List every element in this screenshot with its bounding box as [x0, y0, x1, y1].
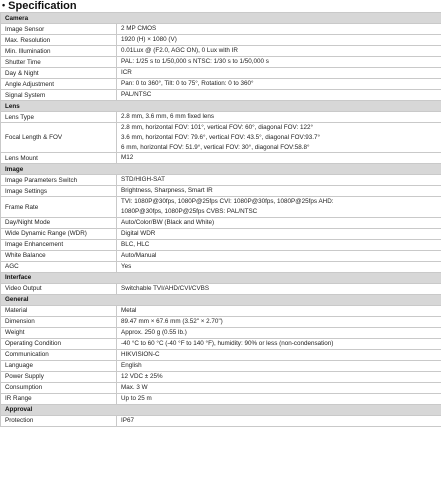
spec-row — [1, 283, 441, 294]
spec-row — [1, 35, 441, 46]
spec-label: Day & Night — [1, 68, 117, 79]
spec-value-line: Approx. 250 g (0.55 lb.) — [121, 329, 187, 337]
spec-value — [117, 382, 441, 393]
spec-label: IR Range — [1, 393, 117, 404]
spec-label: Image Parameters Switch — [1, 175, 117, 186]
spec-label: AGC — [1, 261, 117, 272]
section-header — [1, 13, 441, 24]
spec-label: Language — [1, 360, 117, 371]
spec-label: Image Enhancement — [1, 239, 117, 250]
spec-label: Lens Type — [1, 112, 117, 123]
spec-row — [1, 415, 441, 426]
spec-value — [117, 35, 441, 46]
spec-row — [1, 371, 441, 382]
spec-value-line: Max. 3 W — [121, 384, 148, 392]
spec-value-line: Auto/Color/BW (Black and White) — [121, 219, 215, 227]
spec-value-line: 2 MP CMOS — [121, 25, 157, 33]
spec-value — [117, 305, 441, 316]
spec-value-line: 3.6 mm, horizontal FOV: 79.6°, vertical FOV: 43.5°, diagonal FOV:93.7° — [121, 133, 320, 141]
spec-value-line: 89.47 mm × 67.6 mm (3.52" × 2.70") — [121, 318, 223, 326]
bullet-icon: • — [2, 0, 6, 10]
spec-value-line: Metal — [121, 307, 137, 315]
spec-value-line: Switchable TVI/AHD/CVI/CVBS — [121, 285, 210, 293]
spec-value — [117, 371, 441, 382]
spec-row — [1, 261, 441, 272]
spec-value-line: Brightness, Sharpness, Smart IR — [121, 187, 213, 195]
spec-row — [1, 186, 441, 197]
spec-value — [117, 217, 441, 228]
spec-value-line: 1920 (H) × 1080 (V) — [121, 36, 177, 44]
section-header — [1, 404, 441, 415]
spec-value-line: 2.8 mm, horizontal FOV: 101°, vertical FOV: 60°, diagonal FOV: 122° — [121, 124, 313, 131]
section-header — [1, 101, 441, 112]
spec-label: Shutter Time — [1, 57, 117, 68]
spec-value — [117, 57, 441, 68]
spec-row — [1, 316, 441, 327]
spec-row — [1, 360, 441, 371]
spec-label: Video Output — [1, 283, 117, 294]
spec-value — [117, 175, 441, 186]
spec-label: Image Settings — [1, 186, 117, 197]
spec-value-line: Auto/Manual — [121, 252, 157, 260]
spec-row — [1, 153, 441, 164]
spec-value — [117, 327, 441, 338]
spec-value — [117, 123, 441, 153]
spec-value-line: Digital WDR — [121, 230, 156, 238]
section-header — [1, 272, 441, 283]
spec-row — [1, 90, 441, 101]
spec-value — [117, 112, 441, 123]
spec-value — [117, 90, 441, 101]
spec-row — [1, 68, 441, 79]
specification-table — [0, 12, 441, 427]
spec-value — [117, 250, 441, 261]
spec-row — [1, 24, 441, 35]
spec-value — [117, 239, 441, 250]
spec-row — [1, 228, 441, 239]
spec-value-line: ICR — [121, 69, 132, 77]
spec-label: Frame Rate — [1, 197, 117, 218]
spec-row — [1, 382, 441, 393]
spec-row — [1, 57, 441, 68]
spec-value-line: BLC, HLC — [121, 241, 150, 249]
spec-value-line: English — [121, 362, 142, 370]
spec-value-line: PAL/NTSC — [121, 91, 152, 99]
spec-row — [1, 46, 441, 57]
spec-label: Signal System — [1, 90, 117, 101]
spec-row — [1, 338, 441, 349]
spec-label: Min. Illumination — [1, 46, 117, 57]
spec-label: Day/Night Mode — [1, 217, 117, 228]
spec-value-line: 0.01Lux @ (F2.0, AGC ON), 0 Lux with IR — [121, 47, 238, 55]
spec-value — [117, 261, 441, 272]
spec-row — [1, 327, 441, 338]
spec-value-line: STD/HIGH-SAT — [121, 176, 165, 184]
section-title: Lens — [1, 101, 441, 112]
spec-row — [1, 197, 441, 218]
spec-value — [117, 197, 441, 218]
spec-value-line: 12 VDC ± 25% — [121, 373, 163, 381]
spec-label: Max. Resolution — [1, 35, 117, 46]
spec-label: Consumption — [1, 382, 117, 393]
section-title: Approval — [1, 404, 441, 415]
spec-value-line: 1080P@30fps, 1080P@25fps CVBS: PAL/NTSC — [121, 208, 258, 216]
spec-row — [1, 239, 441, 250]
spec-value — [117, 46, 441, 57]
spec-value — [117, 316, 441, 327]
spec-row — [1, 112, 441, 123]
spec-value-line: PAL: 1/25 s to 1/50,000 s NTSC: 1/30 s to 1/50,000 s — [121, 58, 269, 66]
spec-label: Power Supply — [1, 371, 117, 382]
section-title: General — [1, 294, 441, 305]
page-title — [0, 0, 441, 12]
spec-label: Image Sensor — [1, 24, 117, 35]
spec-label: Dimension — [1, 316, 117, 327]
section-title: Interface — [1, 272, 441, 283]
spec-row — [1, 349, 441, 360]
spec-label: Material — [1, 305, 117, 316]
spec-label: Angle Adjustment — [1, 79, 117, 90]
spec-value — [117, 153, 441, 164]
spec-value — [117, 186, 441, 197]
spec-value-line: IP67 — [121, 417, 134, 425]
spec-value-line: HIKVISION-C — [121, 351, 160, 359]
spec-row — [1, 217, 441, 228]
spec-value-line: 2.8 mm, 3.6 mm, 6 mm fixed lens — [121, 113, 215, 121]
spec-label: White Balance — [1, 250, 117, 261]
spec-value-line: Yes — [121, 263, 132, 271]
spec-value — [117, 338, 441, 349]
spec-row — [1, 305, 441, 316]
spec-label: Focal Length & FOV — [1, 123, 117, 153]
section-title: Camera — [1, 13, 441, 24]
spec-row — [1, 250, 441, 261]
spec-label: Lens Mount — [1, 153, 117, 164]
spec-value-line: Up to 25 m — [121, 395, 152, 403]
spec-value — [117, 79, 441, 90]
page-title-text: Specification — [8, 0, 77, 12]
spec-label: Protection — [1, 415, 117, 426]
spec-label: Weight — [1, 327, 117, 338]
spec-row — [1, 393, 441, 404]
spec-row — [1, 79, 441, 90]
spec-label: Operating Condition — [1, 338, 117, 349]
spec-value — [117, 228, 441, 239]
section-title: Image — [1, 164, 441, 175]
spec-value — [117, 283, 441, 294]
spec-value — [117, 24, 441, 35]
specification-table-body — [1, 13, 441, 427]
section-header — [1, 294, 441, 305]
spec-value-line: 6 mm, horizontal FOV: 51.9°, vertical FOV: 30°, diagonal FOV:58.8° — [121, 143, 310, 151]
spec-value — [117, 360, 441, 371]
spec-row — [1, 175, 441, 186]
spec-value — [117, 349, 441, 360]
spec-value — [117, 415, 441, 426]
spec-value — [117, 393, 441, 404]
spec-value — [117, 68, 441, 79]
section-header — [1, 164, 441, 175]
spec-value-line: -40 °C to 60 °C (-40 °F to 140 °F), humidity: 90% or less (non-condensation) — [121, 340, 334, 348]
spec-value-line: M12 — [121, 154, 134, 162]
spec-row — [1, 123, 441, 153]
spec-label: Communication — [1, 349, 117, 360]
spec-value-line: TVI: 1080P@30fps, 1080P@25fps CVI: 1080P@30fps, 1080P@25fps AHD: — [121, 198, 334, 206]
spec-label: Wide Dynamic Range (WDR) — [1, 228, 117, 239]
spec-value-line: Pan: 0 to 360°, Tilt: 0 to 75°, Rotation: 0 to 360° — [121, 80, 254, 88]
